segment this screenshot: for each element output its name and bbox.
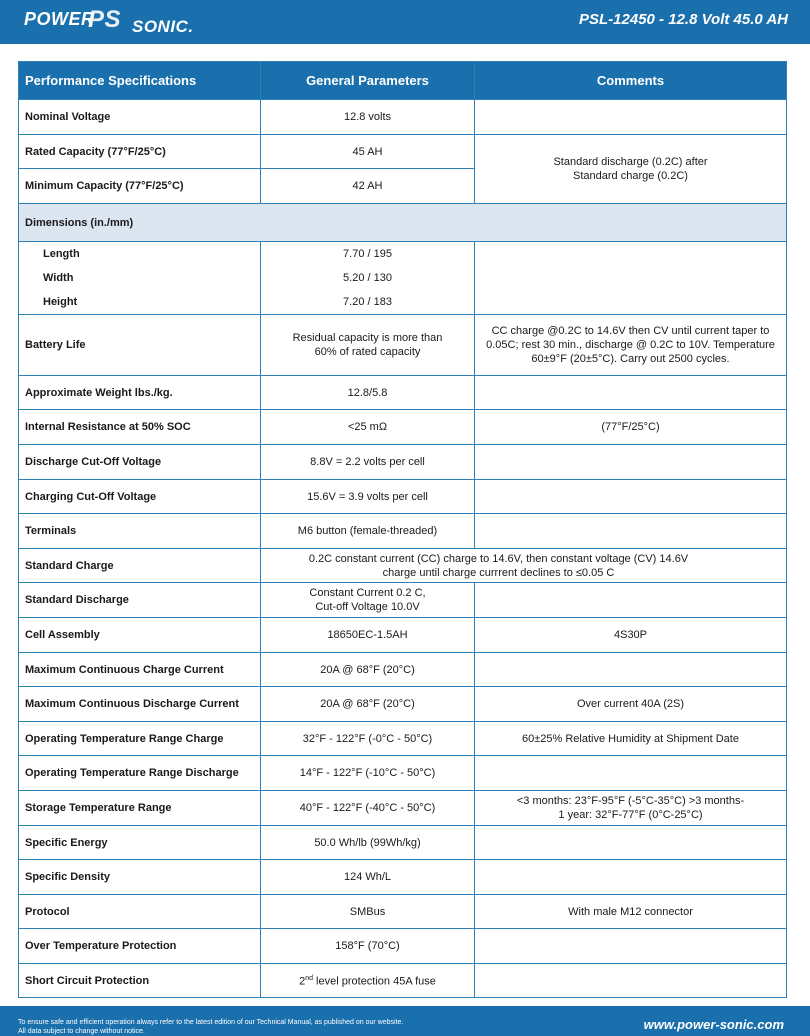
spec-comment [475,480,787,514]
table-row [19,445,787,480]
table-row-dimensions [19,242,787,315]
spec-value: Constant Current 0.2 C, Cut-off Voltage 10.0V [261,583,475,618]
spec-label: Battery Life [19,315,261,376]
spec-value: 18650EC-1.5AH [261,618,475,653]
column-header-comments: Comments [475,62,787,100]
website-link[interactable]: www.power-sonic.com [643,1017,784,1032]
section-row-dimensions [19,204,787,242]
table-row [19,722,787,756]
spec-label: Nominal Voltage [19,100,261,135]
footer-note-line: All data subject to change without notice. [18,1028,145,1035]
table-row [19,791,787,826]
spec-label: Standard Charge [19,549,261,583]
spec-value: 12.8 volts [261,100,475,135]
specifications-table [18,61,787,998]
table-row [19,929,787,964]
spec-comment [475,376,787,410]
table-row [19,100,787,135]
fuse-level-suffix: nd [305,975,313,983]
spec-value: 40°F - 122°F (-40°C - 50°C) [261,791,475,826]
table-row [19,376,787,410]
spec-value: SMBus [261,895,475,929]
spec-value: 8.8V = 2.2 volts per cell [261,445,475,480]
logo-mark: PS [88,6,122,33]
table-row [19,618,787,653]
spec-label: Rated Capacity (77°F/25°C) [19,135,261,169]
table-row [19,514,787,549]
spec-label: Storage Temperature Range [19,791,261,826]
spec-value: 50.0 Wh/lb (99Wh/kg) [261,826,475,860]
dimension-height-value: 7.20 / 183 [343,296,392,308]
spec-value: 20A @ 68°F (20°C) [261,653,475,687]
spec-label: Operating Temperature Range Charge [19,722,261,756]
spec-value [261,964,475,998]
document-title: PSL-12450 - 12.8 Volt 45.0 AH [579,11,788,28]
dimension-length-label: Length [43,248,80,260]
spec-label: Charging Cut-Off Voltage [19,480,261,514]
dimension-width-label: Width [43,272,74,284]
spec-label: Cell Assembly [19,618,261,653]
spec-comment [475,860,787,895]
spec-label: Over Temperature Protection [19,929,261,964]
footer-disclaimer [18,1018,403,1036]
spec-label: Standard Discharge [19,583,261,618]
fuse-level-text: level protection 45A fuse [313,975,436,988]
table-row [19,895,787,929]
spec-label: Maximum Continuous Discharge Current [19,687,261,722]
fuse-level-number: 2 [299,975,306,988]
spec-value: 124 Wh/L [261,860,475,895]
table-row [19,583,787,618]
table-row [19,756,787,791]
table-row [19,410,787,445]
spec-comment: Over current 40A (2S) [475,687,787,722]
table-row [19,315,787,376]
page-footer [0,1006,810,1036]
spec-comment: Standard discharge (0.2C) after Standard charge (0.2C) [475,135,787,204]
spec-label: Discharge Cut-Off Voltage [19,445,261,480]
table-row [19,964,787,998]
spec-comment: CC charge @0.2C to 14.6V then CV until current taper to 0.05C; rest 30 min., discharge @ 0.2C to 10V. Temperature 60±9°F (20±5°C). Carry out 2500 cycles. [475,315,787,376]
logo-word-power: POWER [24,9,95,29]
spec-comment [475,514,787,549]
spec-value: 45 AH [261,135,475,169]
spec-comment: <3 months: 23°F-95°F (-5°C-35°C) >3 months-1 year: 32°F-77°F (0°C-25°C) [475,791,787,826]
spec-label: Specific Energy [19,826,261,860]
spec-value: 20A @ 68°F (20°C) [261,687,475,722]
table-row [19,549,787,583]
spec-label: Short Circuit Protection [19,964,261,998]
spec-comment [475,929,787,964]
spec-value: 12.8/5.8 [261,376,475,410]
table-row [19,653,787,687]
spec-comment [475,653,787,687]
dimension-length-value: 7.70 / 195 [343,248,392,260]
spec-value: M6 button (female-threaded) [261,514,475,549]
page-header [0,0,810,44]
spec-comment [475,445,787,480]
table-row [19,687,787,722]
spec-comment: 4S30P [475,618,787,653]
spec-value: <25 mΩ [261,410,475,445]
spec-label: Maximum Continuous Charge Current [19,653,261,687]
spec-comment: With male M12 connector [475,895,787,929]
spec-label: Protocol [19,895,261,929]
table-header-row [19,62,787,100]
dimension-labels [19,242,261,315]
dimension-height-label: Height [43,296,78,308]
spec-value: Residual capacity is more than 60% of rated capacity [261,315,475,376]
spec-label: Operating Temperature Range Discharge [19,756,261,791]
column-header-performance: Performance Specifications [19,62,261,100]
spec-comment [475,964,787,998]
dimension-values [261,242,475,315]
spec-value: 14°F - 122°F (-10°C - 50°C) [261,756,475,791]
logo-word-sonic: SONIC. [132,17,194,36]
spec-label: Minimum Capacity (77°F/25°C) [19,169,261,204]
section-label: Dimensions (in./mm) [19,204,787,242]
dimension-width-value: 5.20 / 130 [343,272,392,284]
spec-value: 0.2C constant current (CC) charge to 14.6V, then constant voltage (CV) 14.6V charge until charge currrent declines to ≤0.05 C [261,549,787,583]
spec-comment [475,100,787,135]
table-row [19,480,787,514]
table-row [19,826,787,860]
footer-note-line: To ensure safe and efficient operation always refer to the latest edition of our Technical Manual, as published on our website. [18,1019,404,1026]
spec-label: Specific Density [19,860,261,895]
spec-value: 32°F - 122°F (-0°C - 50°C) [261,722,475,756]
spec-label: Terminals [19,514,261,549]
spec-value: 158°F (70°C) [261,929,475,964]
spec-label: Internal Resistance at 50% SOC [19,410,261,445]
spec-comment [475,826,787,860]
column-header-parameters: General Parameters [261,62,475,100]
spec-value: 42 AH [261,169,475,204]
spec-comment [475,756,787,791]
spec-comment: 60±25% Relative Humidity at Shipment Date [475,722,787,756]
spec-value: 15.6V = 3.9 volts per cell [261,480,475,514]
spec-label: Approximate Weight lbs./kg. [19,376,261,410]
spec-comment [475,242,787,315]
spec-comment [475,583,787,618]
table-row [19,135,787,169]
table-row [19,860,787,895]
spec-comment: (77°F/25°C) [475,410,787,445]
